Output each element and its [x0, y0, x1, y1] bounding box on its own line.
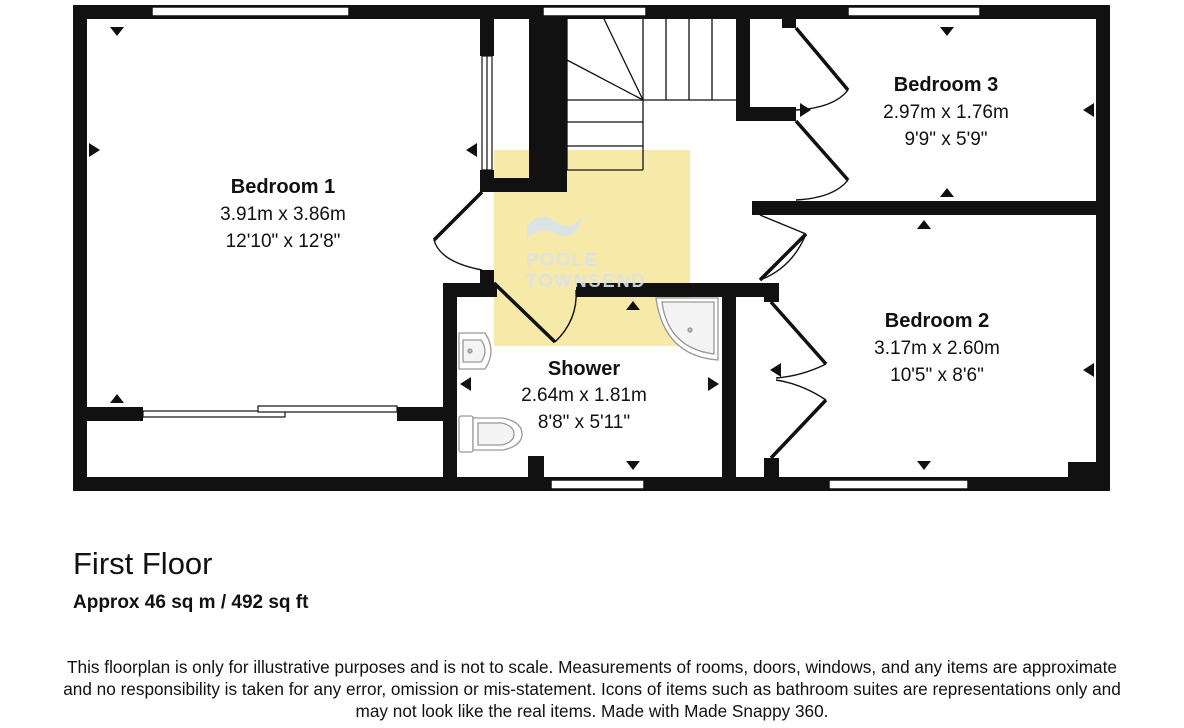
- toilet-icon: [459, 416, 522, 452]
- bedroom1-name: Bedroom 1: [230, 176, 336, 198]
- floor-area: Approx 46 sq m / 492 sq ft: [73, 592, 309, 613]
- bedroom2-metric: 3.17m x 2.60m: [874, 338, 1000, 359]
- disclaimer-line3: may not look like the real items. Made with Made Snappy 360.: [355, 701, 829, 721]
- room-bedroom2: [874, 310, 1000, 386]
- watermark-line1: POOLE: [526, 250, 600, 270]
- basin-icon: [459, 333, 491, 369]
- bedroom2-imperial: 10'5" x 8'6": [890, 365, 984, 386]
- bedroom3-metric: 2.97m x 1.76m: [883, 102, 1009, 123]
- room-bedroom3: [883, 74, 1009, 150]
- shower-name: Shower: [547, 358, 621, 380]
- disclaimer-line2: and no responsibility is taken for any error, omission or mis-statement. Icons of items such as bathroom suites are representations only and: [63, 679, 1121, 699]
- bedroom2-name: Bedroom 2: [884, 310, 990, 332]
- room-shower: [521, 358, 647, 433]
- bedroom3-imperial: 9'9" x 5'9": [904, 129, 988, 150]
- floor-title: First Floor: [73, 546, 213, 581]
- bedroom1-inner-window: [482, 56, 492, 170]
- closet-sliding-doors: [143, 406, 397, 417]
- staircase: [567, 19, 736, 170]
- shower-imperial: 8'8" x 5'11": [537, 412, 631, 433]
- disclaimer: [0, 656, 1184, 722]
- shower-tray-icon: [656, 298, 718, 360]
- disclaimer-line1: This floorplan is only for illustrative purposes and is not to scale. Measurements of rooms, doors, windows, and any items are approximate: [67, 657, 1117, 677]
- bedroom3-name: Bedroom 3: [893, 74, 999, 96]
- bedroom1-imperial: 12'10" x 12'8": [225, 231, 341, 252]
- shower-metric: 2.64m x 1.81m: [521, 385, 647, 406]
- bedroom1-metric: 3.91m x 3.86m: [220, 204, 346, 225]
- watermark-line2: TOWNSEND: [526, 271, 647, 291]
- room-bedroom1: [220, 176, 346, 252]
